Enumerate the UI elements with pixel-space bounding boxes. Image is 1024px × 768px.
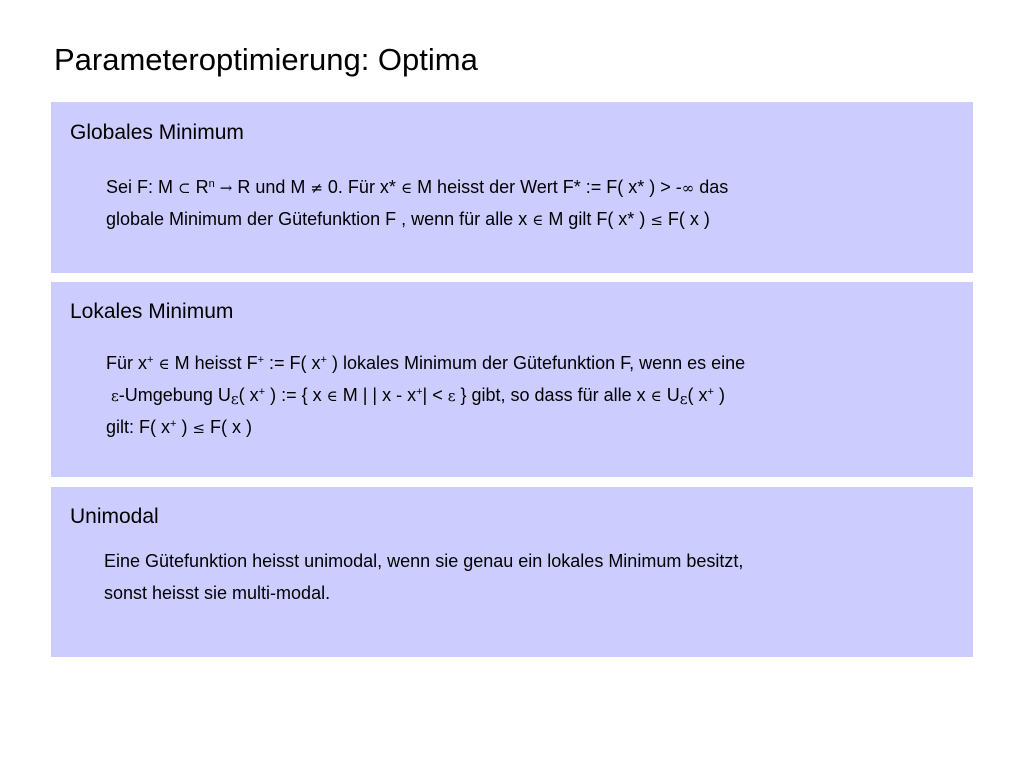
local-minimum-definition bbox=[106, 348, 745, 444]
text-segment: -Umgebung U bbox=[118, 385, 231, 405]
text-segment: M heisst F bbox=[169, 353, 258, 373]
text-segment: R bbox=[190, 177, 209, 197]
text-segment: ) lokales Minimum der Gütefunktion F, wenn es eine bbox=[326, 353, 746, 373]
text-segment: M gilt F( x* ) bbox=[543, 209, 651, 229]
global-minimum-definition bbox=[106, 172, 728, 236]
text-segment: := F( x bbox=[264, 353, 321, 373]
text-segment: ) bbox=[176, 417, 193, 437]
page-title: Parameteroptimierung: Optima bbox=[54, 42, 478, 77]
text-segment: globale Minimum der Gütefunktion F , wenn für alle x bbox=[106, 209, 533, 229]
unimodal-heading: Unimodal bbox=[70, 505, 159, 528]
arrow-symbol: → bbox=[219, 179, 233, 197]
superscript-plus: + bbox=[416, 386, 423, 398]
superscript-n: n bbox=[208, 178, 215, 190]
local-minimum-line-2 bbox=[106, 380, 745, 412]
global-minimum-line-2 bbox=[106, 204, 728, 236]
text-segment: | < bbox=[422, 385, 448, 405]
superscript-plus: + bbox=[320, 354, 327, 366]
text-segment: 0. Für x* bbox=[322, 177, 401, 197]
superscript-plus: + bbox=[147, 354, 154, 366]
element-of-symbol: ∈ bbox=[532, 211, 544, 229]
global-minimum-heading: Globales Minimum bbox=[70, 121, 244, 144]
text-segment: F( x ) bbox=[205, 417, 253, 437]
unimodal-line-1: Eine Gütefunktion heisst unimodal, wenn sie genau ein lokales Minimum besitzt, bbox=[104, 551, 744, 571]
global-minimum-box bbox=[51, 102, 973, 273]
text-segment: ) := { x bbox=[265, 385, 327, 405]
text-segment: das bbox=[694, 177, 729, 197]
less-equal-symbol: ≤ bbox=[650, 211, 663, 229]
subscript-epsilon: ε bbox=[230, 390, 239, 408]
global-minimum-line-1 bbox=[106, 172, 728, 204]
text-segment: ( x bbox=[687, 385, 708, 405]
text-segment: } gibt, so dass für alle x bbox=[455, 385, 651, 405]
superscript-plus: + bbox=[707, 386, 714, 398]
unimodal-definition bbox=[104, 545, 743, 609]
epsilon-symbol: ε bbox=[447, 387, 456, 405]
subscript-epsilon: ε bbox=[679, 390, 688, 408]
element-of-symbol: ∈ bbox=[650, 387, 662, 405]
text-segment: U bbox=[661, 385, 680, 405]
text-segment: Für x bbox=[106, 353, 148, 373]
local-minimum-heading: Lokales Minimum bbox=[70, 300, 234, 323]
superscript-plus: + bbox=[170, 418, 177, 430]
text-segment: Sei F: M bbox=[106, 177, 179, 197]
text-segment: R und M bbox=[232, 177, 311, 197]
infinity-symbol: ∞ bbox=[681, 179, 695, 197]
text-segment: ( x bbox=[238, 385, 259, 405]
superscript-plus: + bbox=[257, 354, 265, 366]
local-minimum-line-1 bbox=[106, 348, 745, 380]
text-segment: gilt: F( x bbox=[106, 417, 171, 437]
not-equal-symbol: ≠ bbox=[310, 179, 323, 197]
epsilon-symbol: ε bbox=[111, 387, 119, 405]
unimodal-line-2: sonst heisst sie multi-modal. bbox=[104, 583, 331, 603]
less-equal-symbol: ≤ bbox=[192, 419, 206, 437]
local-minimum-line-3 bbox=[106, 412, 745, 444]
local-minimum-box bbox=[51, 282, 973, 477]
text-segment: M heisst der Wert F* := F( x* ) > - bbox=[412, 177, 682, 197]
element-of-symbol: ∈ bbox=[400, 179, 413, 197]
text-segment: F( x ) bbox=[662, 209, 710, 229]
element-of-symbol: ∈ bbox=[326, 387, 338, 405]
unimodal-box bbox=[51, 487, 973, 657]
text-segment: ) bbox=[713, 385, 725, 405]
superscript-plus: + bbox=[258, 386, 266, 398]
element-of-symbol: ∈ bbox=[158, 355, 170, 373]
text-segment: M | | x - x bbox=[337, 385, 417, 405]
subset-symbol: ⊂ bbox=[178, 179, 191, 197]
